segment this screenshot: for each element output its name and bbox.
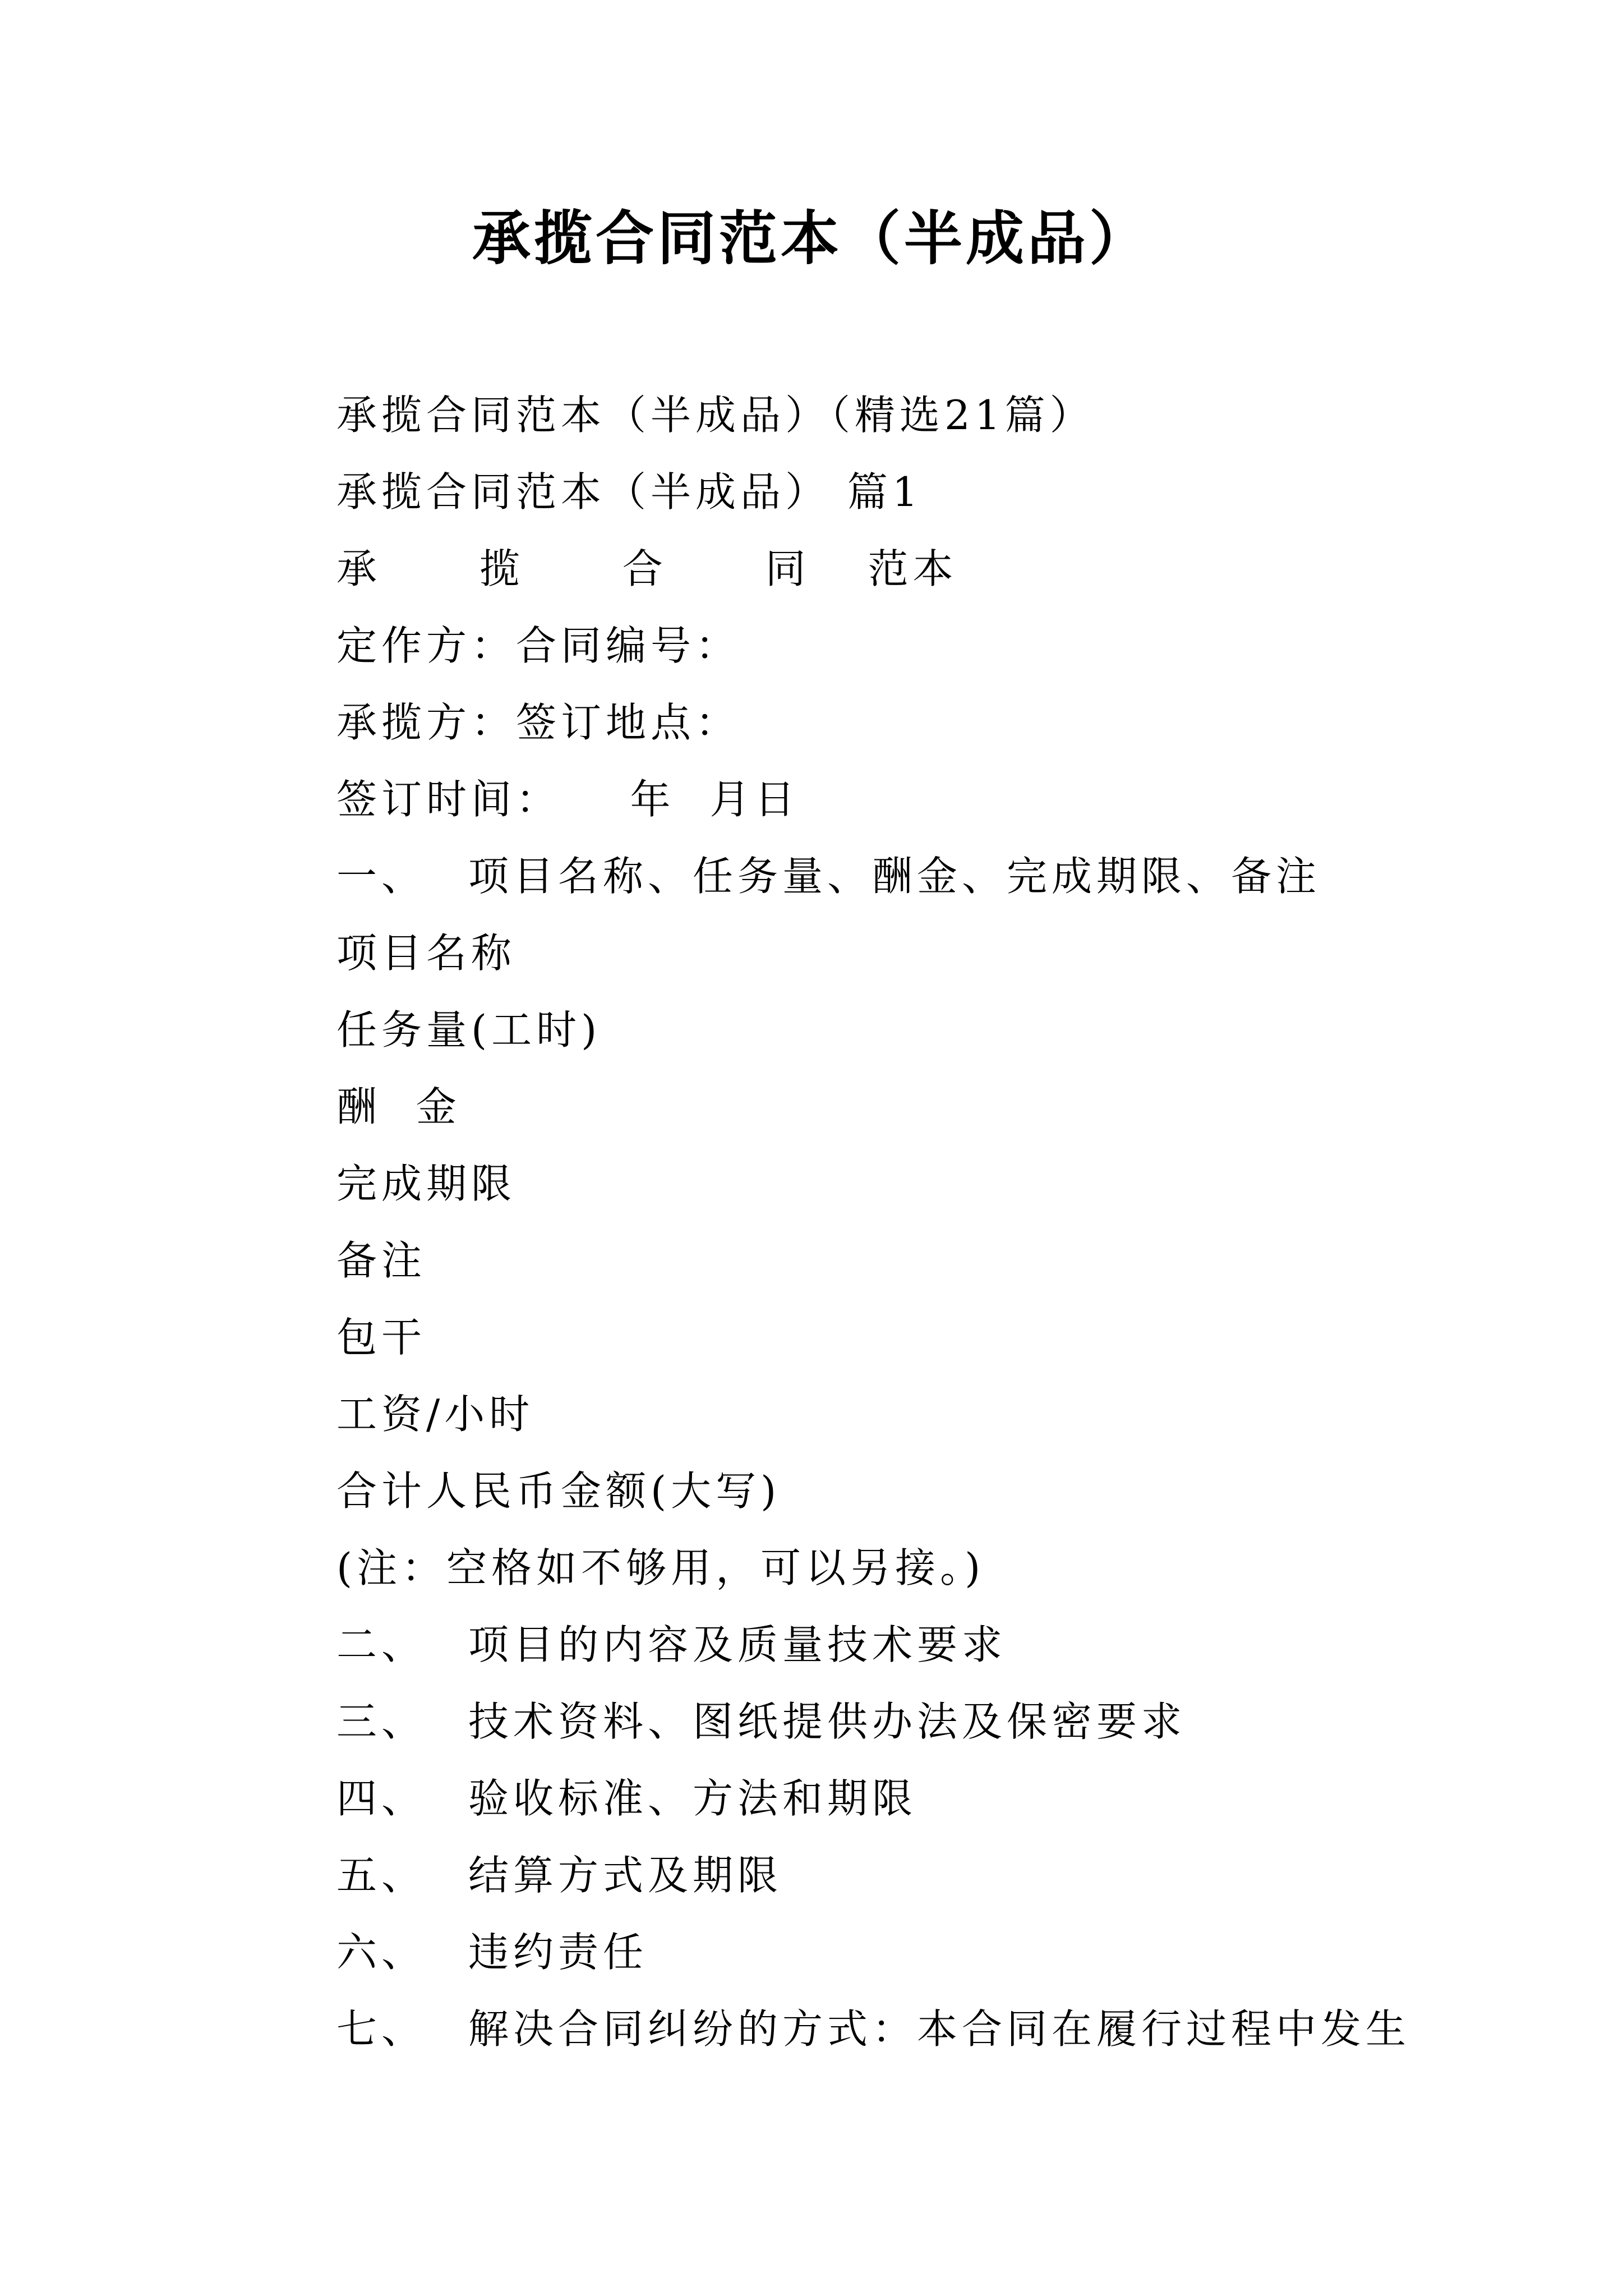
field-line	[336, 915, 1514, 992]
text-line: 工资/小时	[336, 1391, 534, 1438]
section-title: 结算方式及期限	[468, 1852, 783, 1899]
contract-subtitle	[336, 531, 1514, 608]
section-3	[336, 1683, 1514, 1760]
party-contractor-line	[336, 684, 1514, 761]
text-line: 包干	[336, 1314, 427, 1361]
text-line: 承 揽 合 同	[336, 545, 851, 592]
text-line: 合计人民币金额(大写)	[336, 1467, 781, 1515]
section-title: 验收标准、方法和期限	[468, 1775, 917, 1822]
section-number: 七、	[336, 2005, 427, 2053]
field-line	[336, 1376, 1514, 1453]
section-number: 四、	[336, 1775, 427, 1822]
section-number: 二、	[336, 1621, 427, 1668]
field-line	[336, 992, 1514, 1069]
document-title: 承揽合同范本（半成品）	[472, 204, 1151, 273]
section-number: 一、	[336, 853, 427, 900]
section-title: 解决合同纠纷的方式：本合同在履行过程中发生	[468, 2005, 1411, 2053]
field-line	[336, 1069, 1514, 1145]
text-line: 任务量(工时)	[336, 1006, 602, 1053]
section-6	[336, 1914, 1514, 1991]
section-title: 项目的内容及质量技术要求	[468, 1621, 1007, 1668]
party-orderer-line	[336, 608, 1514, 684]
field-line	[336, 1453, 1514, 1530]
text-line: 备注	[336, 1237, 427, 1284]
section-title: 项目名称、任务量、酬金、完成期限、备注	[468, 853, 1321, 900]
section-2	[336, 1607, 1514, 1683]
document-body	[336, 377, 1514, 2068]
section-number: 六、	[336, 1929, 427, 1976]
text-line: 范本	[850, 545, 958, 592]
text-line: 签订时间： 年 月日	[336, 776, 800, 823]
text-line: 酬 金	[336, 1083, 461, 1130]
text-line: 承揽方：签订地点：	[336, 699, 741, 746]
field-line	[336, 1222, 1514, 1299]
text-line: 承揽合同范本（半成品） 篇1	[336, 468, 923, 516]
text-line: 项目名称	[336, 930, 517, 977]
text-line: 定作方：合同编号：	[336, 622, 741, 669]
section-7	[336, 1991, 1514, 2068]
section-title: 违约责任	[468, 1929, 648, 1976]
section-1	[336, 838, 1514, 915]
section-4	[336, 1760, 1514, 1837]
text-line: 完成期限	[336, 1160, 517, 1207]
field-line	[336, 1299, 1514, 1376]
section-5	[336, 1837, 1514, 1914]
section-number: 五、	[336, 1852, 427, 1899]
chapter-heading	[336, 454, 1514, 531]
text-line: (注：空格如不够用，可以另接。)	[336, 1544, 985, 1591]
signing-date-line	[336, 761, 1514, 838]
note-line	[336, 1530, 1514, 1607]
section-number: 三、	[336, 1698, 427, 1745]
text-line: 承揽合同范本（半成品）（精选21篇）	[336, 392, 1095, 439]
section-title: 技术资料、图纸提供办法及保密要求	[468, 1698, 1187, 1745]
field-line	[336, 1145, 1514, 1222]
collection-heading	[336, 377, 1514, 454]
